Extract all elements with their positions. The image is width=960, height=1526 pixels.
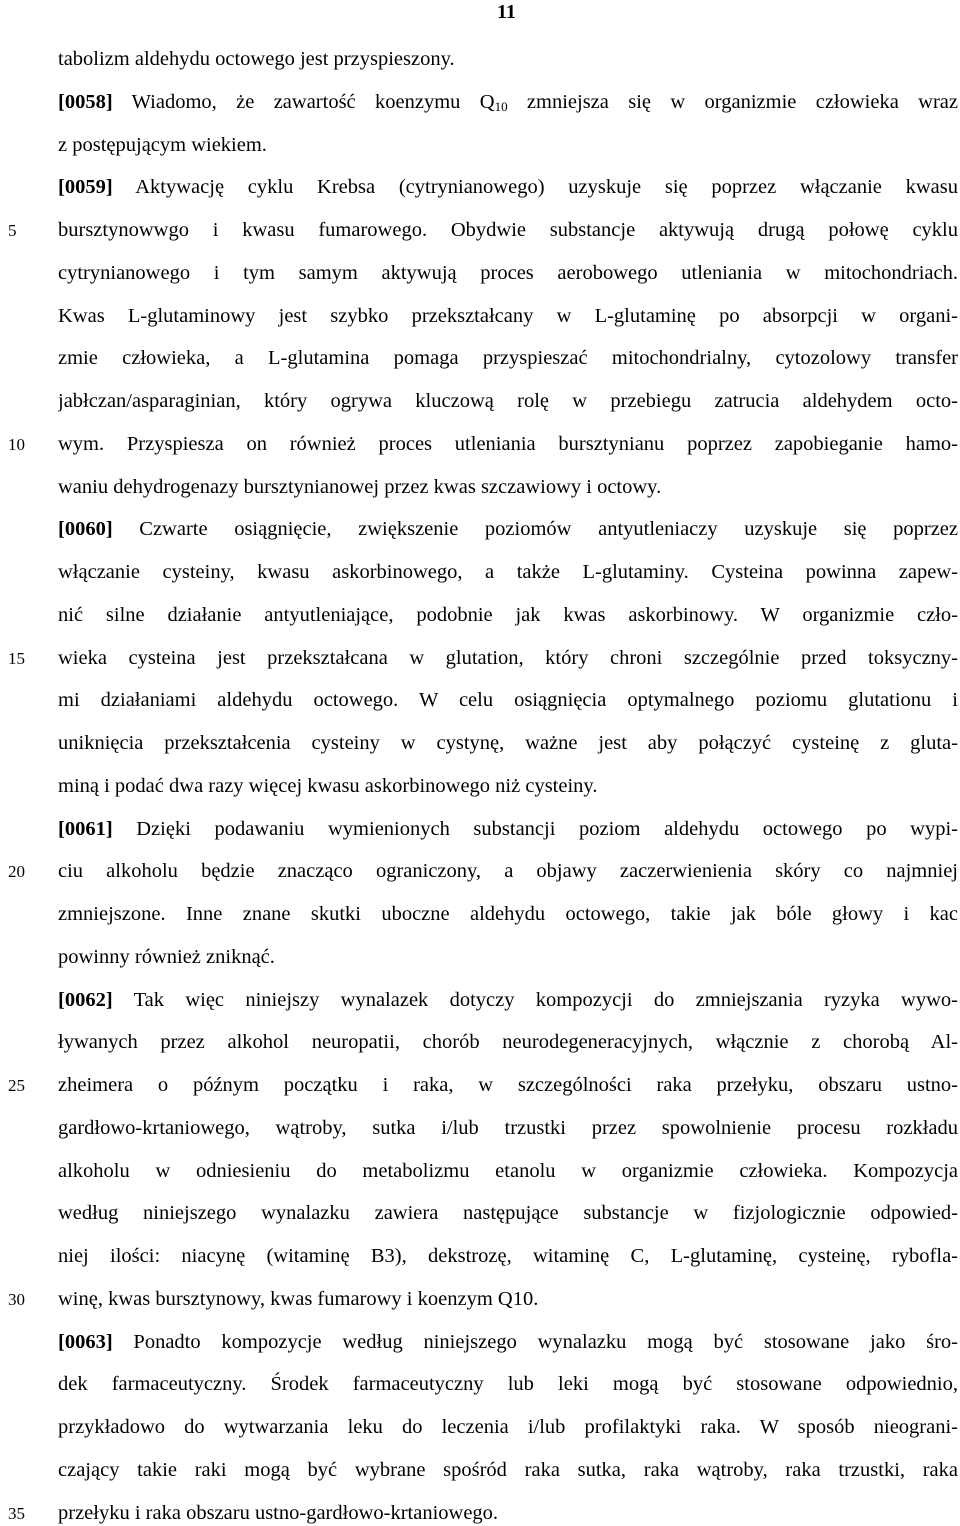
line-text: Kwas L-glutaminowy jest szybko przekształcany w L-glutaminę po absorpcji w organi- bbox=[58, 304, 958, 327]
line-text: czający takie raki mogą być wybrane spośród raka sutka, raka wątroby, raka trzustki, raka bbox=[58, 1458, 958, 1481]
line-text: ływanych przez alkohol neuropatii, chorób neurodegeneracyjnych, włącznie z chorobą Al- bbox=[58, 1031, 958, 1054]
line-number: 30 bbox=[8, 1289, 25, 1309]
text-line bbox=[58, 559, 958, 585]
line-text: Czwarte osiągnięcie, zwiększenie poziomów antyutleniaczy uzyskuje się poprzez bbox=[112, 518, 958, 541]
line-text: nić silne działanie antyutleniające, podobnie jak kwas askorbinowy. W organizmie czło- bbox=[58, 603, 958, 626]
line-text: ciu alkoholu będzie znacząco ograniczony, a objawy zaczerwienienia skóry co najmniej bbox=[58, 860, 958, 883]
text-line bbox=[58, 1115, 958, 1141]
text-line bbox=[58, 944, 958, 970]
line-text: Dzięki podawaniu wymienionych substancji poziom aldehydu octowego po wypi- bbox=[112, 817, 958, 840]
line-text: Ponadto kompozycje według niniejszego wynalazku mogą być stosowane jako śro- bbox=[112, 1330, 958, 1353]
line-number: 5 bbox=[8, 221, 17, 240]
paragraph-number: [0061] bbox=[58, 817, 113, 840]
text-line bbox=[58, 1500, 958, 1526]
line-text: mi działaniami aldehydu octowego. W celu osiągnięcia optymalnego poziomu glutationu i bbox=[58, 689, 958, 712]
line-text: przełyku i raka obszaru ustno-gardłowo-krtaniowego. bbox=[58, 1501, 499, 1524]
line-text: uniknięcia przekształcenia cysteiny w cystynę, ważne jest aby połączyć cysteinę z gluta- bbox=[58, 732, 958, 754]
line-text: z postępującym wiekiem. bbox=[58, 133, 267, 156]
paragraph-number: [0060] bbox=[58, 518, 113, 541]
line-number: 20 bbox=[8, 862, 25, 882]
line-text: zheimera o późnym początku i raka, w szczególności raka przełyku, obszaru ustno- bbox=[58, 1074, 958, 1096]
text-line bbox=[58, 132, 958, 158]
text-line bbox=[58, 1286, 958, 1312]
line-text: niej ilości: niacynę (witaminę B3), dekstrozę, witaminę C, L-glutaminę, cysteinę, ryboflа- bbox=[58, 1245, 958, 1267]
line-text: wieka cysteina jest przekształcana w glutation, który chroni szczególnie przed toksyczny- bbox=[58, 646, 958, 669]
line-text: powinny również zniknąć. bbox=[58, 945, 275, 968]
line-number: 35 bbox=[8, 1503, 25, 1523]
text-line bbox=[58, 858, 958, 884]
line-text-after: zmniejsza się w organizmie człowieka wraz bbox=[507, 90, 958, 113]
text-line bbox=[58, 217, 958, 243]
text-line bbox=[58, 645, 958, 671]
line-text: miną i podać dwa razy więcej kwasu askorbinowego niż cysteiny. bbox=[58, 774, 598, 797]
paragraph-number: [0058] bbox=[58, 90, 113, 113]
line-text: Aktywację cyklu Krebsa (cytrynianowego) uzyskuje się poprzez włączanie kwasu bbox=[112, 176, 958, 199]
line-text: bursztynowwgo i kwasu fumarowego. Obydwie substancje aktywują drugą połowę cyklu bbox=[58, 219, 958, 241]
text-line bbox=[58, 1329, 958, 1355]
text-line bbox=[58, 474, 958, 500]
line-text: zmniejszone. Inne znane skutki uboczne aldehydu octowego, takie jak bóle głowy i kac bbox=[58, 903, 958, 925]
subscript: 10 bbox=[494, 98, 508, 114]
text-line bbox=[58, 1200, 958, 1226]
line-text: wym. Przyspiesza on również proces utleniania bursztynianu poprzez zapobieganie hamo- bbox=[58, 432, 958, 455]
line-text: włączanie cysteiny, kwasu askorbinowego, a także L-glutaminy. Cysteina powinna zapew- bbox=[58, 561, 958, 583]
text-line bbox=[58, 89, 958, 120]
text-line bbox=[58, 431, 958, 457]
line-text: zmie człowieka, a L-glutamina pomaga przyspieszać mitochondrialny, cytozolowy transfer bbox=[58, 347, 958, 370]
text-line bbox=[58, 1371, 958, 1397]
line-number: 25 bbox=[8, 1076, 25, 1095]
line-text: gardłowo-krtaniowego, wątroby, sutka i/lub trzustki przez spowolnienie procesu rozkładu bbox=[58, 1116, 958, 1139]
page-number: 11 bbox=[497, 1, 516, 23]
line-text: dek farmaceutyczny. Środek farmaceutyczny lub leki mogą być stosowane odpowiednio, bbox=[58, 1373, 958, 1396]
line-number: 15 bbox=[8, 648, 25, 668]
text-line bbox=[58, 687, 958, 713]
text-line bbox=[58, 1243, 958, 1269]
line-number: 10 bbox=[8, 434, 25, 454]
line-text: tabolizm aldehydu octowego jest przyspieszony. bbox=[58, 48, 455, 70]
text-line bbox=[58, 987, 958, 1013]
text-line bbox=[58, 901, 958, 927]
line-text: jabłczan/asparaginian, który ogrywa kluczową rolę w przebiegu zatrucia aldehydem octo- bbox=[58, 390, 958, 412]
text-line bbox=[58, 516, 958, 542]
line-text: według niniejszego wynalazku zawiera następujące substancje w fizjologicznie odpowied- bbox=[58, 1202, 958, 1225]
line-text: waniu dehydrogenazy bursztynianowej przez kwas szczawiowy i octowy. bbox=[58, 475, 662, 498]
text-line bbox=[58, 1158, 958, 1184]
line-text: Tak więc niniejszy wynalazek dotyczy kompozycji do zmniejszania ryzyka wywo- bbox=[112, 988, 958, 1011]
text-line bbox=[58, 1457, 958, 1483]
text-line bbox=[58, 1029, 958, 1055]
text-line bbox=[58, 260, 958, 286]
line-text: cytrynianowego i tym samym aktywują proces aerobowego utleniania w mitochondriach. bbox=[58, 261, 958, 284]
paragraph-number: [0059] bbox=[58, 176, 113, 199]
text-line bbox=[58, 816, 958, 842]
text-line bbox=[58, 1414, 958, 1440]
text-line bbox=[58, 46, 958, 72]
text-line bbox=[58, 345, 958, 371]
line-text: winę, kwas bursztynowy, kwas fumarowy i koenzym Q10. bbox=[58, 1287, 539, 1310]
text-line bbox=[58, 602, 958, 628]
text-line bbox=[58, 388, 958, 414]
line-text: alkoholu w odniesieniu do metabolizmu etanolu w organizmie człowieka. Kompozycja bbox=[58, 1159, 958, 1182]
text-line bbox=[58, 174, 958, 200]
text-line bbox=[58, 303, 958, 329]
text-line bbox=[58, 1072, 958, 1098]
line-text: przykładowo do wytwarzania leku do leczenia i/lub profilaktyki raka. W sposób nieograni- bbox=[58, 1416, 958, 1438]
line-text: Wiadomo, że zawartość koenzymu Q bbox=[112, 90, 495, 113]
text-line bbox=[58, 773, 958, 799]
text-line bbox=[58, 730, 958, 756]
paragraph-number: [0062] bbox=[58, 988, 113, 1011]
paragraph-number: [0063] bbox=[58, 1330, 113, 1353]
